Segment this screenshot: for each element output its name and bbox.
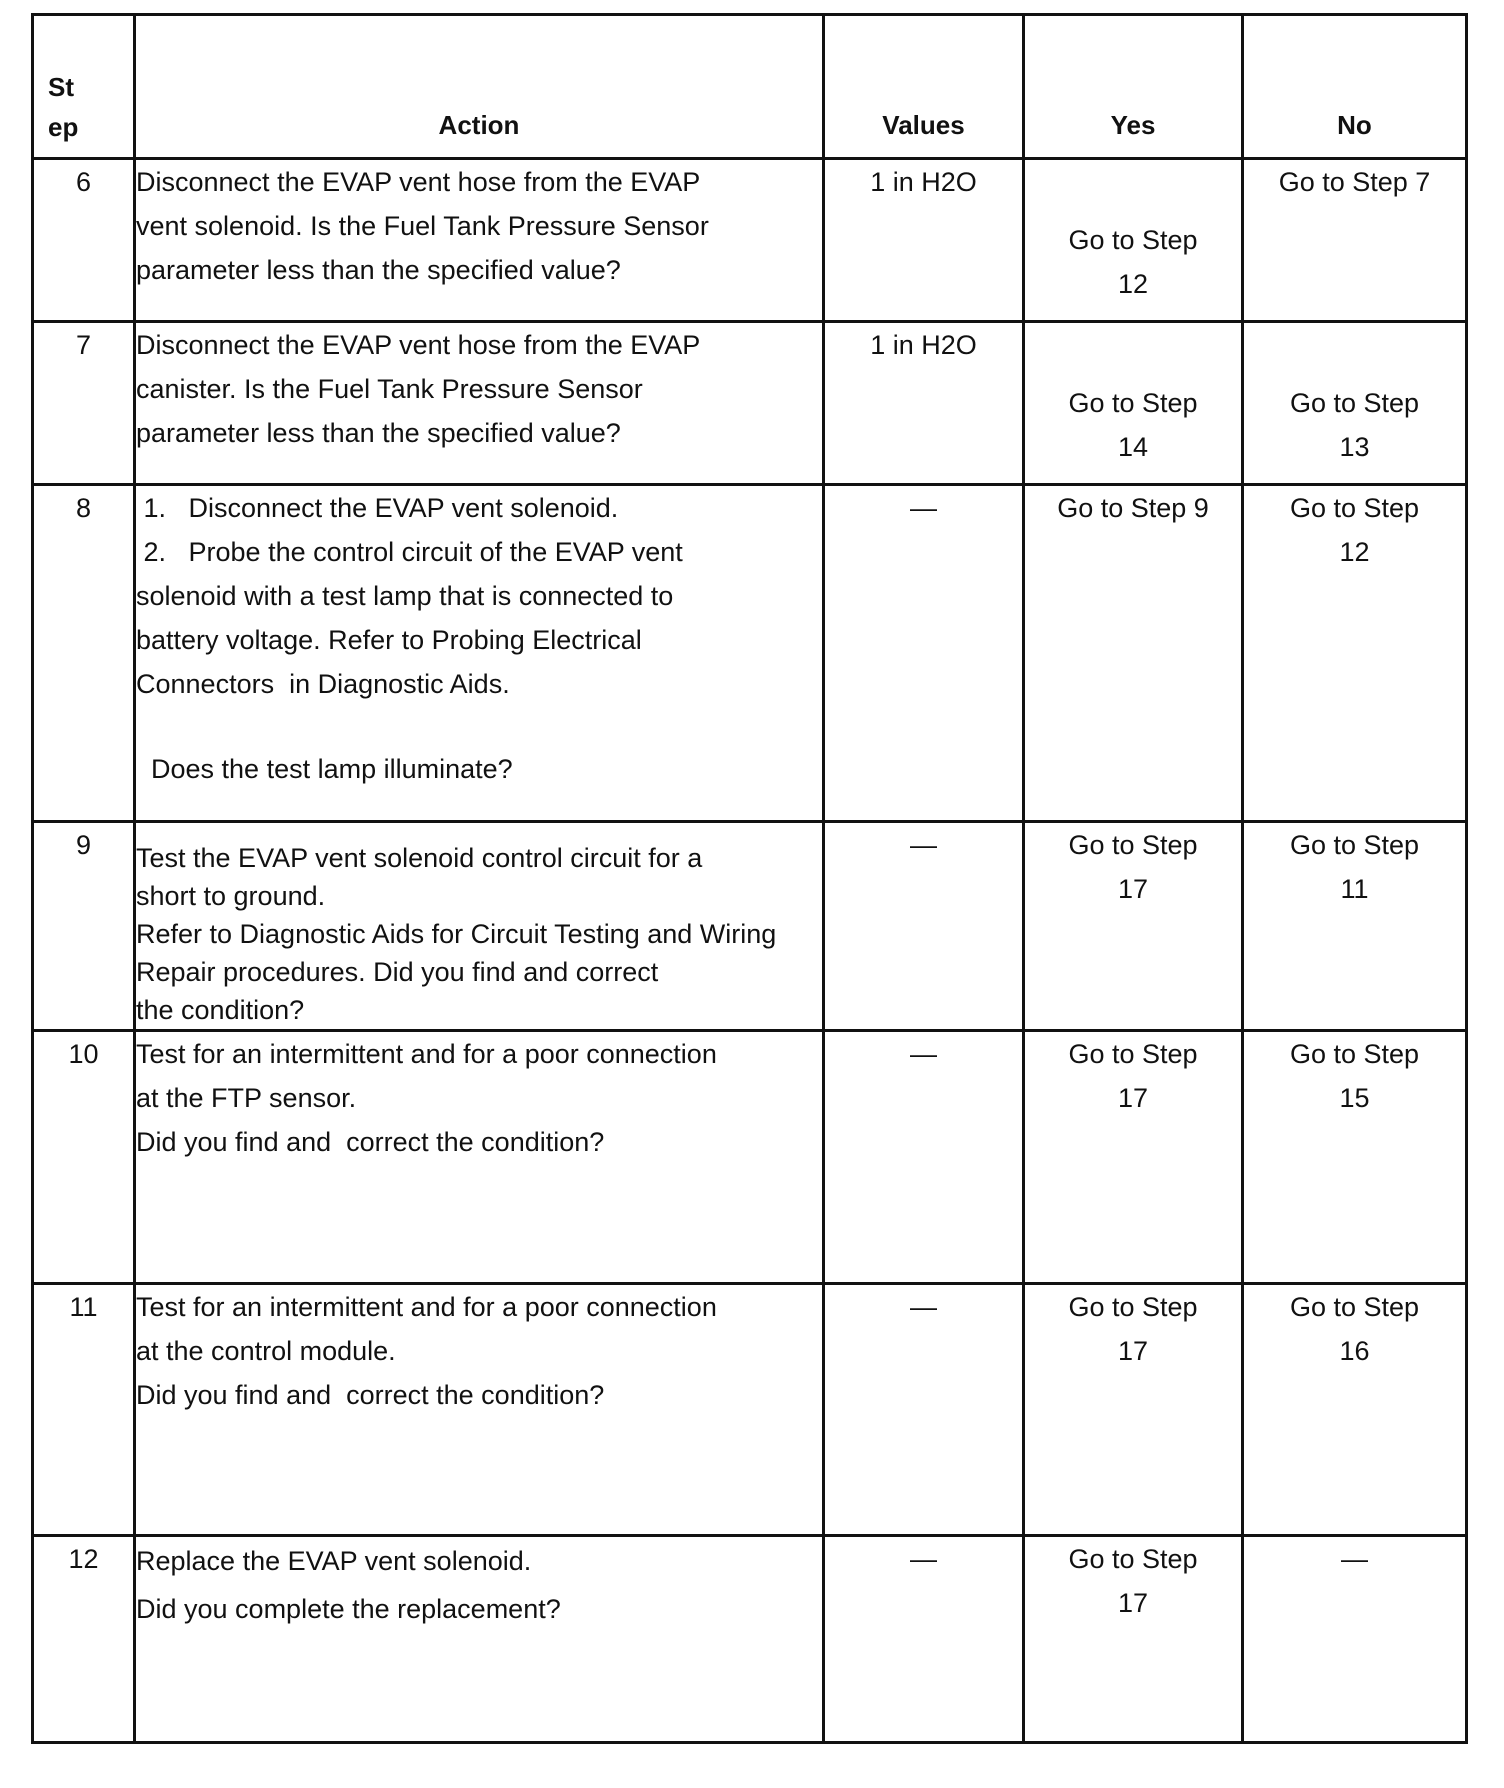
table-row xyxy=(33,1536,1467,1743)
action-cell xyxy=(135,822,824,1031)
action-line: Did you find and correct the condition? xyxy=(136,1380,605,1410)
action-line: 2. Probe the control circuit of the EVAP vent xyxy=(136,537,683,567)
yes-cell: Go to Step 17 xyxy=(1024,1031,1243,1284)
action-line: 1. Disconnect the EVAP vent solenoid. xyxy=(136,493,619,523)
header-no: No xyxy=(1243,15,1467,159)
yes-cell: Go to Step 17 xyxy=(1024,822,1243,1031)
values-cell: — xyxy=(824,822,1024,1031)
diagnostic-table xyxy=(31,13,1468,1744)
action-line: Disconnect the EVAP vent hose from the EVAP xyxy=(136,167,701,197)
action-line: Does the test lamp illuminate? xyxy=(136,754,513,784)
yes-cell: Go to Step 17 xyxy=(1024,1284,1243,1536)
no-cell: Go to Step 15 xyxy=(1243,1031,1467,1284)
action-line: short to ground. xyxy=(136,881,326,911)
header-row xyxy=(33,15,1467,159)
action-cell xyxy=(135,1284,824,1536)
table-row xyxy=(33,322,1467,485)
table-row xyxy=(33,485,1467,822)
action-line: the condition? xyxy=(136,995,305,1025)
action-line: parameter less than the specified value? xyxy=(136,255,621,285)
no-cell: Go to Step 7 xyxy=(1243,159,1467,322)
yes-cell: Go to Step 14 xyxy=(1024,322,1243,485)
step-number: 10 xyxy=(33,1031,135,1284)
step-number: 6 xyxy=(33,159,135,322)
header-yes: Yes xyxy=(1024,15,1243,159)
action-cell xyxy=(135,485,824,822)
no-cell: Go to Step 13 xyxy=(1243,322,1467,485)
action-line: solenoid with a test lamp that is connected to xyxy=(136,581,674,611)
action-line: Test for an intermittent and for a poor connection xyxy=(136,1039,717,1069)
action-line: Replace the EVAP vent solenoid. xyxy=(136,1546,532,1576)
action-line: battery voltage. Refer to Probing Electrical xyxy=(136,625,642,655)
step-number: 12 xyxy=(33,1536,135,1743)
action-line: at the FTP sensor. xyxy=(136,1083,357,1113)
values-cell: — xyxy=(824,1284,1024,1536)
table-row xyxy=(33,1284,1467,1536)
action-line: Test for an intermittent and for a poor connection xyxy=(136,1292,717,1322)
table-row xyxy=(33,159,1467,322)
action-line: at the control module. xyxy=(136,1336,396,1366)
yes-cell: Go to Step 12 xyxy=(1024,159,1243,322)
action-line xyxy=(136,706,822,747)
step-number: 9 xyxy=(33,822,135,1031)
action-cell xyxy=(135,322,824,485)
no-cell: Go to Step 11 xyxy=(1243,822,1467,1031)
action-line: Did you complete the replacement? xyxy=(136,1594,561,1624)
action-cell xyxy=(135,1031,824,1284)
values-cell: — xyxy=(824,485,1024,822)
action-line: Refer to Diagnostic Aids for Circuit Testing and Wiring xyxy=(136,919,777,949)
header-values: Values xyxy=(824,15,1024,159)
action-line: parameter less than the specified value? xyxy=(136,418,621,448)
values-cell: 1 in H2O xyxy=(824,322,1024,485)
action-line: Repair procedures. Did you find and correct xyxy=(136,957,659,987)
action-cell xyxy=(135,1536,824,1743)
step-number: 8 xyxy=(33,485,135,822)
action-line: Did you find and correct the condition? xyxy=(136,1127,605,1157)
step-number: 7 xyxy=(33,322,135,485)
values-cell: 1 in H2O xyxy=(824,159,1024,322)
yes-cell: Go to Step 17 xyxy=(1024,1536,1243,1743)
action-cell xyxy=(135,159,824,322)
no-cell: Go to Step 16 xyxy=(1243,1284,1467,1536)
header-action: Action xyxy=(135,15,824,159)
yes-cell: Go to Step 9 xyxy=(1024,485,1243,822)
action-line: Test the EVAP vent solenoid control circuit for a xyxy=(136,843,703,873)
table-row xyxy=(33,1031,1467,1284)
values-cell: — xyxy=(824,1031,1024,1284)
no-cell: — xyxy=(1243,1536,1467,1743)
header-step: St ep xyxy=(33,15,135,159)
action-line: Disconnect the EVAP vent hose from the EVAP xyxy=(136,330,701,360)
table-row xyxy=(33,822,1467,1031)
action-line: vent solenoid. Is the Fuel Tank Pressure Sensor xyxy=(136,211,709,241)
values-cell: — xyxy=(824,1536,1024,1743)
step-number: 11 xyxy=(33,1284,135,1536)
action-line: canister. Is the Fuel Tank Pressure Sensor xyxy=(136,374,643,404)
action-line: Connectors in Diagnostic Aids. xyxy=(136,669,510,699)
no-cell: Go to Step 12 xyxy=(1243,485,1467,822)
